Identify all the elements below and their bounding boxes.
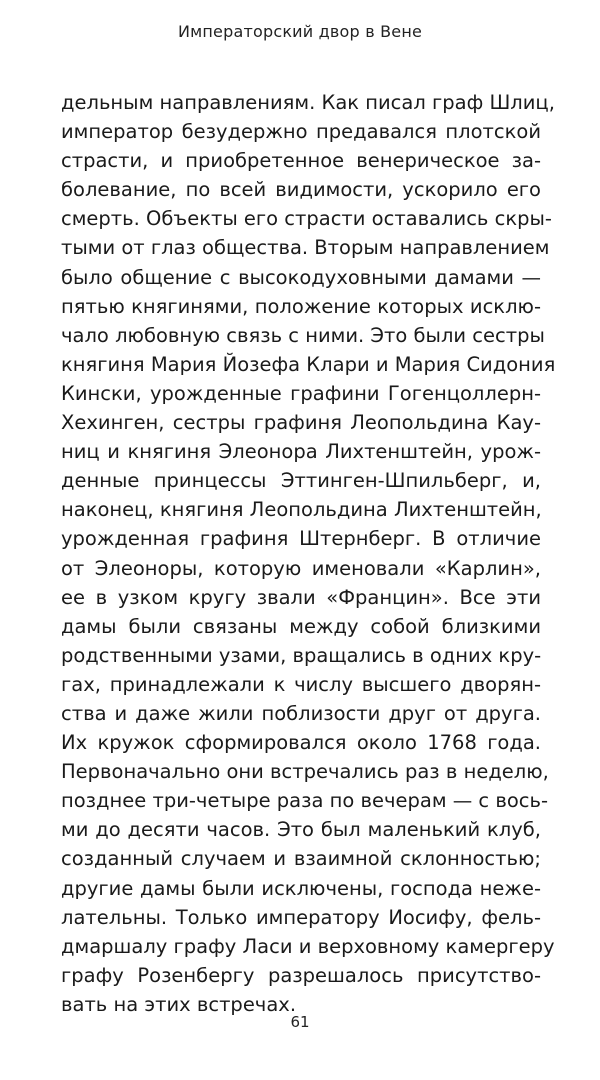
text-line: денные принцессы Эттинген-Шпильберг, и,	[61, 469, 541, 493]
text-line: дмаршалу графу Ласи и верховному камергеру	[61, 934, 555, 958]
text-line: было общение с высокодуховными дамами —	[61, 265, 541, 289]
text-line: ми до десяти часов. Это был маленький клуб,	[61, 818, 541, 842]
text-line: Кински, урожденные графини Гогенцоллерн-	[61, 381, 541, 405]
page-number: 61	[290, 1013, 310, 1031]
text-line: дамы были связаны между собой близкими	[61, 614, 541, 638]
text-line: урожденная графиня Штернберг. В отличие	[61, 527, 541, 551]
text-line: другие дамы были исключены, господа неже-	[61, 876, 541, 900]
text-line: тыми от глаз общества. Вторым направлением	[61, 236, 550, 260]
text-line: дельным направлениям. Как писал граф Шлиц,	[61, 91, 555, 114]
running-header: Императорский двор в Вене	[177, 22, 423, 41]
text-line: лательны. Только императору Иосифу, фель-	[61, 905, 541, 929]
text-line: Их кружок сформировался около 1768 года.	[61, 731, 541, 755]
text-line: страсти, и приобретенное венерическое за-	[61, 149, 541, 173]
text-line: от Элеоноры, которую именовали «Карлин»,	[61, 556, 541, 580]
text-line: созданный случаем и взаимной склонностью;	[61, 847, 541, 871]
text-line: княгиня Мария Йозефа Клари и Мария Сидония	[61, 352, 556, 376]
text-line: чало любовную связь с ними. Это были сестры	[61, 323, 545, 347]
text-line: болевание, по всей видимости, ускорило его	[61, 178, 541, 202]
text-line: вать на этих встречах.	[61, 992, 297, 1016]
text-line: ства и даже жили поблизости друг от друга.	[61, 701, 541, 725]
text-line: наконец, княгиня Леопольдина Лихтенштейн,	[61, 498, 542, 522]
text-line: пятью княгинями, положение которых исклю-	[61, 294, 541, 318]
text-line: позднее три-четыре раза по вечерам — с вось-	[61, 789, 549, 813]
text-line: Первоначально они встречались раз в неделю,	[61, 760, 549, 784]
text-line: ее в узком кругу звали «Францин». Все эти	[61, 585, 541, 609]
text-line: родственными узами, вращались в одних кру-	[61, 643, 542, 667]
text-line: Хехинген, сестры графиня Леопольдина Кау-	[61, 411, 541, 435]
text-line: гах, принадлежали к числу высшего дворян-	[61, 672, 541, 696]
body-text	[61, 88, 556, 1019]
text-line: графу Розенбергу разрешалось присутство-	[61, 963, 541, 987]
text-line: смерть. Объекты его страсти оставались скры-	[61, 207, 552, 231]
text-line: ниц и княгиня Элеонора Лихтенштейн, урож-	[61, 440, 541, 464]
text-line: император безудержно предавался плотской	[61, 120, 541, 144]
